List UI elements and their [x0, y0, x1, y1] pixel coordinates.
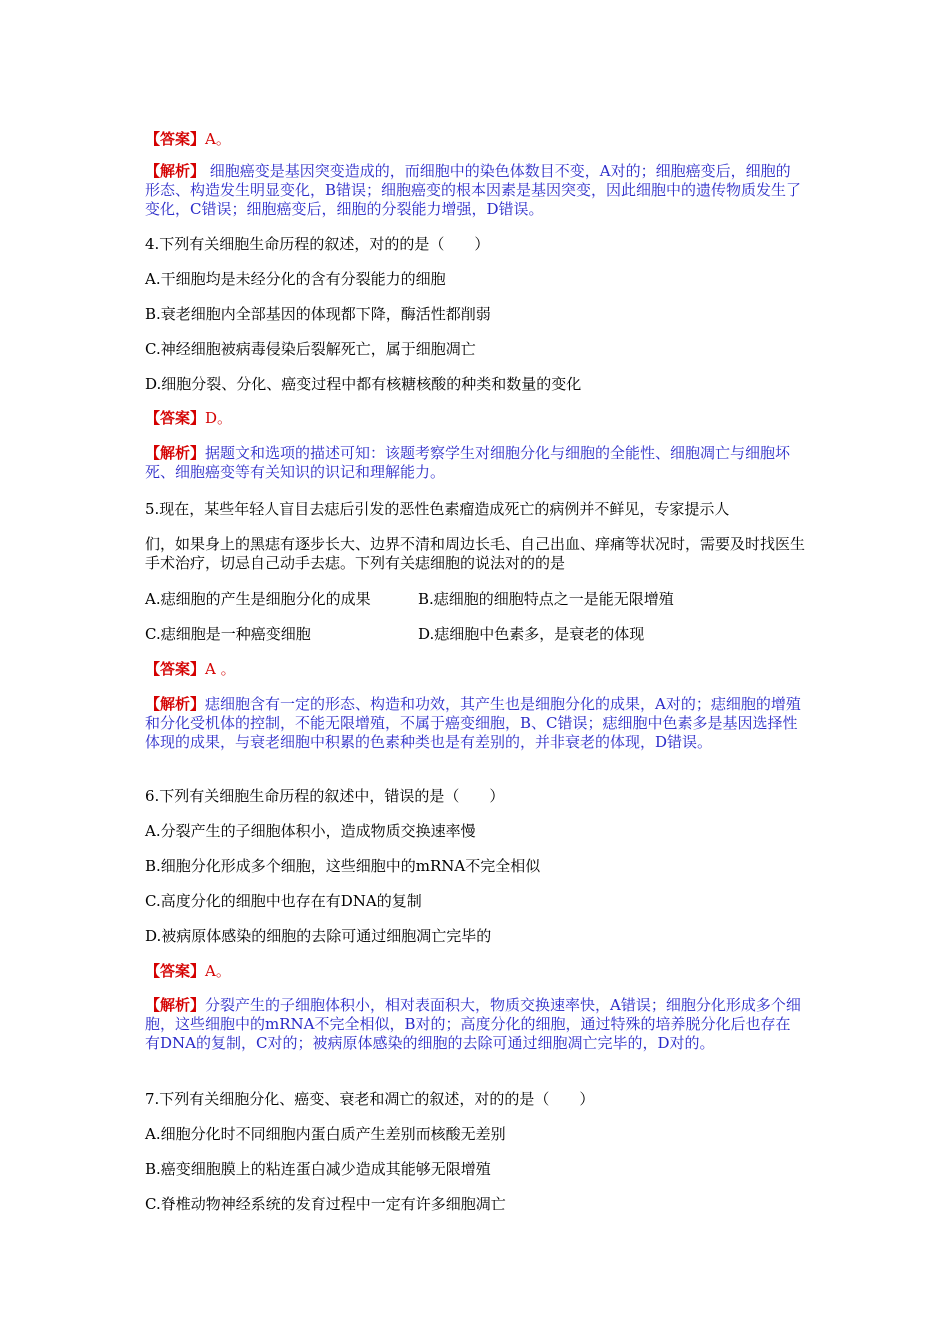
answer-5: [145, 660, 805, 679]
question-4-stem: 4.下列有关细胞生命历程的叙述，对的的是（ ）: [145, 235, 490, 253]
answer-tag: 【答案】: [145, 962, 206, 980]
explanation-text: 分裂产生的子细胞体积小，相对表面积大，物质交换速率快，A错误；细胞分化形成多个细胞，这些细胞中的mRNA不完全相似，B对的；高度分化的细胞，通过特殊的培养脱分化后也存在有DNA的复制，C对的；被病原体感染的细胞的去除可通过细胞凋亡完毕的，D对的。: [145, 996, 801, 1052]
explanation-tag: 【解析】: [145, 162, 206, 180]
question-4-option-d: D.细胞分裂、分化、癌变过程中都有核糖核酸的种类和数量的变化: [145, 375, 582, 393]
question-7-option-c: C.脊椎动物神经系统的发育过程中一定有许多细胞凋亡: [145, 1195, 506, 1213]
answer-3: [145, 130, 805, 149]
question-4-option-c: C.神经细胞被病毒侵染后裂解死亡，属于细胞凋亡: [145, 340, 476, 358]
question-5-option-a: A.痣细胞的产生是细胞分化的成果: [145, 590, 371, 608]
explanation-text: 痣细胞含有一定的形态、构造和功效，其产生也是细胞分化的成果，A对的；痣细胞的增殖和分化受机体的控制，不能无限增殖，不属于癌变细胞，B、C错误；痣细胞中色素多是基因选择性体现的成果，与衰老细胞中积累的色素种类也是有差别的，并非衰老的体现，D错误。: [145, 695, 801, 751]
question-6-option-a: A.分裂产生的子细胞体积小，造成物质交换速率慢: [145, 822, 476, 840]
question-7-stem: 7.下列有关细胞分化、癌变、衰老和凋亡的叙述，对的的是（ ）: [145, 1090, 595, 1108]
question-7-option-b: B.癌变细胞膜上的粘连蛋白减少造成其能够无限增殖: [145, 1160, 491, 1178]
explanation-tag: 【解析】: [145, 996, 206, 1014]
explanation-4: [145, 444, 805, 482]
explanation-5: [145, 695, 805, 752]
question-5-option-d: D.痣细胞中色素多，是衰老的体现: [418, 625, 645, 643]
explanation-text: 细胞癌变是基因突变造成的，而细胞中的染色体数目不变，A对的；细胞癌变后，细胞的形态、构造发生明显变化，B错误；细胞癌变的根本因素是基因突变，因此细胞中的遗传物质发生了变化，C错误；细胞癌变后，细胞的分裂能力增强，D错误。: [145, 162, 802, 218]
question-7-option-a: A.细胞分化时不同细胞内蛋白质产生差别而核酸无差别: [145, 1125, 506, 1143]
explanation-tag: 【解析】: [145, 695, 206, 713]
answer-tag: 【答案】: [145, 130, 206, 148]
question-5-option-c: C.痣细胞是一种癌变细胞: [145, 625, 311, 643]
answer-value: A。: [205, 962, 231, 980]
question-4-option-a: A.干细胞均是未经分化的含有分裂能力的细胞: [145, 270, 446, 288]
explanation-3: [145, 162, 805, 219]
answer-value: A 。: [205, 660, 236, 678]
question-6-stem: 6.下列有关细胞生命历程的叙述中，错误的是（ ）: [145, 787, 505, 805]
question-5-stem-line1: 5.现在，某些年轻人盲目去痣后引发的恶性色素瘤造成死亡的病例并不鲜见，专家提示人: [145, 500, 730, 518]
explanation-tag: 【解析】: [145, 444, 206, 462]
answer-6: [145, 962, 805, 981]
question-5-stem-line2: 们，如果身上的黑痣有逐步长大、边界不清和周边长毛、自己出血、痒痛等状况时，需要及时找医生手术治疗，切忌自己动手去痣。下列有关痣细胞的说法对的的是: [145, 535, 806, 572]
answer-4: [145, 409, 805, 428]
answer-tag: 【答案】: [145, 409, 206, 427]
explanation-text: 据题文和选项的描述可知：该题考察学生对细胞分化与细胞的全能性、细胞凋亡与细胞坏死、细胞癌变等有关知识的识记和理解能力。: [145, 444, 791, 481]
answer-value: A。: [205, 130, 231, 148]
question-5-option-b: B.痣细胞的细胞特点之一是能无限增殖: [418, 590, 674, 608]
question-6-option-b: B.细胞分化形成多个细胞，这些细胞中的mRNA不完全相似: [145, 857, 541, 875]
answer-tag: 【答案】: [145, 660, 206, 678]
question-6-option-d: D.被病原体感染的细胞的去除可通过细胞凋亡完毕的: [145, 927, 492, 945]
explanation-6: [145, 996, 805, 1053]
question-4-option-b: B.衰老细胞内全部基因的体现都下降，酶活性都削弱: [145, 305, 491, 323]
question-6-option-c: C.高度分化的细胞中也存在有DNA的复制: [145, 892, 422, 910]
answer-value: D。: [205, 409, 233, 427]
